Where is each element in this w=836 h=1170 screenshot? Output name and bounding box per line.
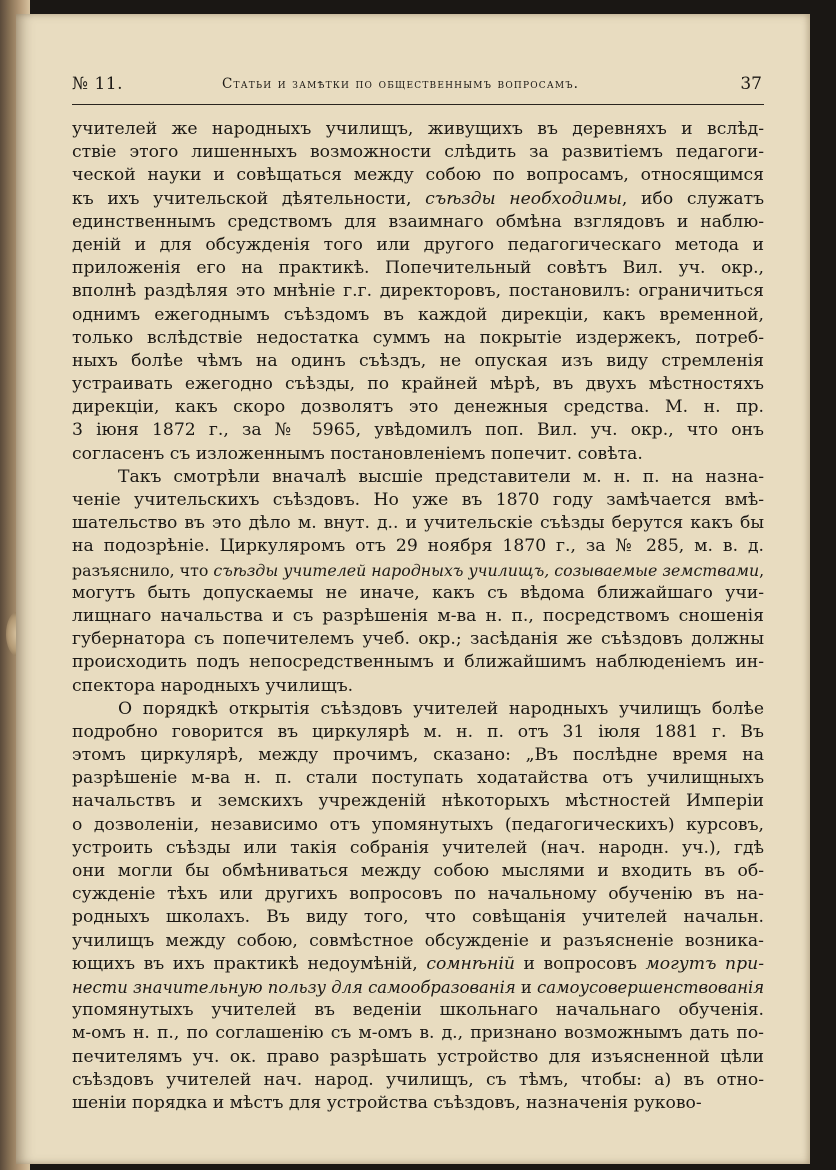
text-run: приложенія его на практикѣ. Попечительный совѣтъ Вил. уч. окр., [72,258,764,279]
text-run: лищнаго начальства и съ разрѣшенія м-ва н. п., посредствомъ сношенія [72,605,764,626]
text-run: къ ихъ учительской дѣятельности, [72,188,426,209]
text-line [72,767,764,790]
text-line [72,234,764,257]
paragraph [72,698,764,1115]
text-line [72,605,764,628]
text-run: подробно говорится въ циркулярѣ м. н. п. отъ 31 іюля 1881 г. Въ [72,721,764,742]
text-run: родныхъ школахъ. Въ виду того, что совѣщанія учителей начальн. [72,907,764,928]
text-run: разъяснило, что [72,560,214,580]
text-run: съѣздовъ учителей нач. народ. училищъ, съ тѣмъ, чтобы: а) въ отно- [72,1069,764,1090]
text-line [72,744,764,767]
text-run: упомянутыхъ учителей въ веденіи школьнаго начальнаго обученія. [72,1000,764,1021]
text-run: однимъ ежегоднымъ съѣздомъ въ каждой дирекціи, какъ временной, [72,304,764,325]
text-line [72,1092,764,1115]
text-run: ченіе учительскихъ съѣздовъ. Но уже въ 1870 году замѣчается вмѣ- [72,490,764,510]
text-line [72,1069,764,1092]
text-line [72,1022,764,1045]
text-line [72,211,764,234]
running-header [72,72,764,105]
text-line [72,141,764,164]
text-run: шательство въ это дѣло м. внут. д.. и учительскіе съѣзды берутся какъ бы [72,513,764,534]
text-line [72,860,764,883]
body-text [72,118,764,1115]
text-line [72,883,764,906]
text-run: учителей же народныхъ училищъ, живущихъ въ деревняхъ и вслѣд- [72,119,764,139]
text-run: устраивать ежегодно съѣзды, по крайней мѣрѣ, въ двухъ мѣстностяхъ [72,374,764,395]
text-line [72,350,764,373]
italic-text: сомнѣній [426,953,515,974]
text-line [72,373,764,396]
italic-text: съѣзды учителей народныхъ училищъ, созываемые земствами [213,560,760,580]
text-line [72,419,764,442]
text-run: Такъ смотрѣли вначалѣ высшіе представители м. н. п. на назна- [118,466,764,487]
text-line [72,257,764,280]
text-run: , [759,560,764,580]
text-run: они могли бы обмѣниваться между собою мыслями и входить въ об- [72,861,764,881]
text-run: печителямъ уч. ок. право разрѣшать устройство для изъясненной цѣли [72,1046,764,1067]
text-run: ющихъ въ ихъ практикѣ недоумѣній, [72,953,427,974]
text-line [72,721,764,744]
text-run: и вопросовъ [514,953,646,974]
text-run: только вслѣдствіе недостатка суммъ на покрытіе издержекъ, потреб- [72,327,764,348]
text-run: шеніи порядка и мѣстъ для устройства съѣздовъ, назначенія руково- [72,1092,702,1113]
text-run: начальствъ и земскихъ учрежденій нѣкоторыхъ мѣстностей Имперіи [72,791,764,812]
text-run: 3 іюня 1872 г., за № 5965, увѣдомилъ поп. Вил. уч. окр., что онъ [72,420,764,441]
text-run: училищъ между собою, совмѣстное обсужденіе и разъясненіе возника- [72,930,764,951]
text-run: ствіе этого лишенныхъ возможности слѣдить за развитіемъ педагоги- [72,142,764,163]
text-line [72,837,764,860]
page-number: 37 [740,74,762,94]
text-run: согласенъ съ изложеннымъ постановленіемъ попечит. совѣта. [72,443,643,464]
text-run: разрѣшеніе м-ва н. п. стали поступать ходатайства отъ училищныхъ [72,768,764,789]
italic-text: нести значительную пользу для самообразованія [72,977,516,997]
text-line [72,976,764,999]
text-run: могутъ быть допускаемы не иначе, какъ съ вѣдома ближайшаго учи- [72,582,764,603]
text-run: О порядкѣ открытія съѣздовъ учителей народныхъ училищъ болѣе [118,698,764,719]
text-line [72,535,764,558]
issue-number: № 11. [72,74,124,94]
text-line [72,906,764,929]
text-run: происходить подъ непосредственнымъ и ближайшимъ наблюденіемъ ин- [72,652,764,673]
text-run: вполнѣ раздѣляя это мнѣніе г.г. директоровъ, постановилъ: ограничиться [72,281,764,302]
text-line [72,466,764,489]
text-line [72,327,764,350]
text-run: деній и для обсужденія того или другого педагогическаго метода и [72,234,764,255]
text-line [72,651,764,674]
text-line [72,489,764,512]
text-line [72,1046,764,1069]
paragraph [72,118,764,466]
text-run: м-омъ н. п., по соглашенію съ м-омъ в. д., признано возможнымъ дать по- [72,1023,764,1044]
text-line [72,280,764,303]
text-run: о дозволеніи, независимо отъ упомянутыхъ (педагогическихъ) курсовъ, [72,814,764,835]
italic-text: могутъ при- [645,953,764,974]
text-line [72,396,764,419]
text-run: спектора народныхъ училищъ. [72,675,354,696]
text-line [72,790,764,813]
text-line [72,188,764,211]
text-line [72,582,764,605]
text-run: губернатора съ попечителемъ учеб. окр.; засѣданія же съѣздовъ должны [72,629,764,650]
text-run: ныхъ болѣе чѣмъ на одинъ съѣздъ, не опуская изъ виду стремленія [72,350,764,371]
text-run: устроить съѣзды или такія собранія учителей (нач. народн. уч.), гдѣ [72,837,764,858]
text-line [72,675,764,698]
text-line [72,559,764,582]
paragraph [72,466,764,698]
text-line [72,443,764,466]
book-page [16,14,810,1164]
text-line [72,118,764,141]
running-title: Статьи и замѣтки по общественнымъ вопросамъ. [222,76,580,92]
text-line [72,953,764,976]
text-line [72,814,764,837]
text-line [72,164,764,187]
text-run: дирекціи, какъ скоро дозволятъ это денежныя средства. М. н. пр. [72,397,764,418]
text-line [72,628,764,651]
text-line [72,698,764,721]
text-run: этомъ циркулярѣ, между прочимъ, сказано: „Въ послѣдне время на [72,745,764,766]
text-run: , ибо служатъ [621,188,764,209]
text-run: сужденіе тѣхъ или другихъ вопросовъ по начальному обученію въ на- [72,884,764,905]
text-line [72,999,764,1022]
italic-text: съѣзды необходимы [425,188,622,209]
text-run: и [515,977,538,997]
italic-text: самоусовершенствованія [537,977,764,997]
text-run: ческой науки и совѣщаться между собою по вопросамъ, относящимся [72,165,764,186]
text-line [72,930,764,953]
text-run: единственнымъ средствомъ для взаимнаго обмѣна взглядовъ и наблю- [72,211,764,232]
text-run: на подозрѣніе. Циркуляромъ отъ 29 ноября 1870 г., за № 285, м. в. д. [72,536,764,557]
text-line [72,304,764,327]
text-line [72,512,764,535]
